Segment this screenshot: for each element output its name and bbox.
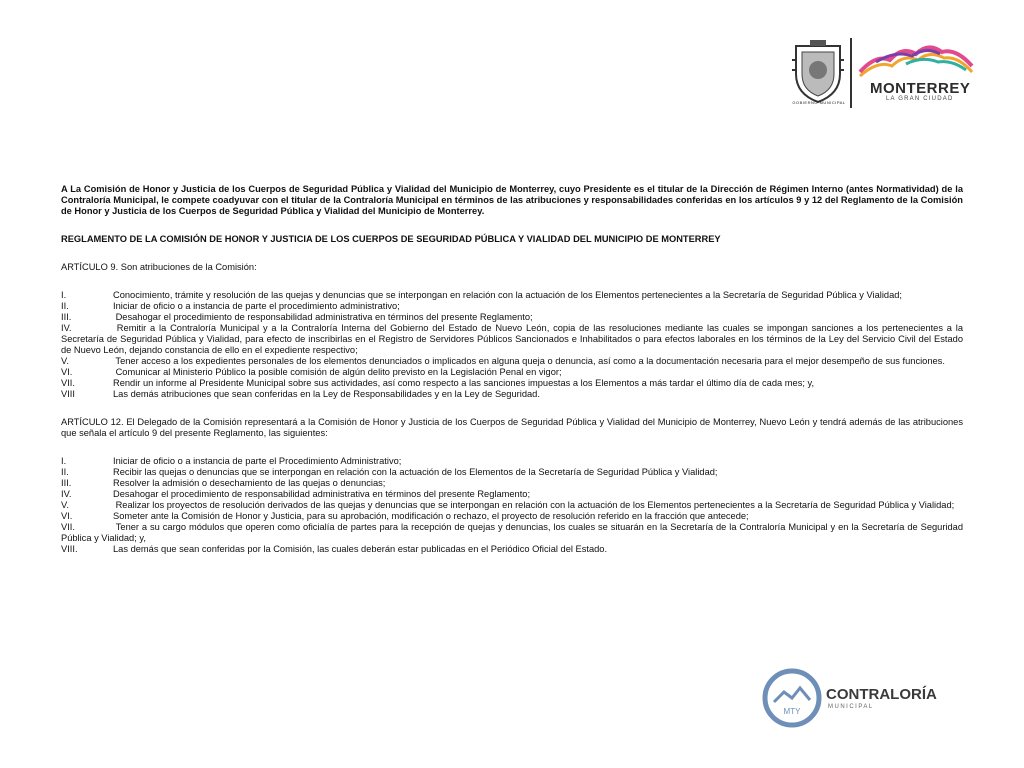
article-12-item: IV. Desahogar el procedimiento de responsabilidad administrativa en términos del presente Reglamento; (61, 489, 531, 499)
article-9-item: I. Conocimiento, trámite y resolución de las quejas y denuncias que se interpongan en relación con la actuación de los Elementos pertenecientes a la Secretaría de Seguridad Pública y Vialidad; (61, 290, 902, 300)
municipal-shield-icon (790, 40, 846, 104)
article-9-heading: ARTÍCULO 9. Son atribuciones de la Comisión: (61, 262, 257, 272)
article-12-item: II. Recibir las quejas o denuncias que se interpongan en relación con la actuación de los Elementos de la Secretaría de Seguridad Pública y Vialidad; (61, 467, 718, 477)
monterrey-wordmark: MONTERREY (870, 80, 971, 97)
article-9-item: IV. Remitir a la Contraloría Municipal y a la Contraloría Interna del Gobierno del Estado de Nuevo León, copia de las resoluciones mediante las cuales se impongan sanciones a los pertenecientes a la Secretaría de Seguridad Pública y Vialidad, para efecto de inscribirlas en el Registro de Servidores Públicos Sancionados e Inhabilitados o para efectos laborales en los términos de la Ley del Servicio Civil del Estado de Nuevo León, dejando constancia de ello en el expediente respectivo; (61, 323, 963, 355)
article-9-item: II. Iniciar de oficio o a instancia de parte el procedimiento administrativo; (61, 301, 400, 311)
article-9-item: III. Desahogar el procedimiento de responsabilidad administrativa en términos del presente Reglamento; (61, 312, 533, 322)
document-body (61, 184, 963, 555)
intro-paragraph: A La Comisión de Honor y Justicia de los Cuerpos de Seguridad Pública y Vialidad del Municipio de Monterrey, cuyo Presidente es el titular de la Dirección de Régimen Interno (antes Normatividad) de la Contraloría Municipal, le compete coadyuvar con el titular de la Contraloría Municipal en términos de las atribuciones y responsabilidades conferidas en los artículos 9 y 12 del Reglamento de la Comisión de Honor y Justicia de los Cuerpos de Seguridad Pública y Vialidad del Municipio de Monterrey. (61, 184, 963, 216)
contraloria-emblem-icon (762, 668, 822, 728)
monterrey-mountains-icon (856, 40, 976, 80)
article-12-item: V. Realizar los proyectos de resolución derivados de las quejas y denuncias que se interpongan en relación con la actuación de los Elementos pertenecientes a la Secretaría de Seguridad Pública y Vialidad; (61, 500, 955, 510)
article-12-item: VII. Tener a su cargo módulos que operen como oficialía de partes para la recepción de quejas y denuncias, los cuales se situarán en la Secretaría de la Contraloría Municipal y en la Secretaría de Seguridad Pública y Vialidad; y, (61, 522, 963, 543)
contraloria-logo (762, 668, 972, 732)
article-12-item: I. Iniciar de oficio o a instancia de parte el Procedimiento Administrativo; (61, 456, 402, 466)
article-12-item: III. Resolver la admisión o desechamiento de las quejas o denuncias; (61, 478, 386, 488)
header-logos (790, 38, 990, 110)
contraloria-subtitle: MUNICIPAL (828, 704, 874, 710)
emblem-label: MTY (783, 707, 801, 716)
article-12-item: VI. Someter ante la Comisión de Honor y Justicia, para su aprobación, modificación o rechazo, el proyecto de resolución referido en la fracción que antecede; (61, 511, 749, 521)
municipal-caption: GOBIERNO MUNICIPAL (792, 100, 846, 105)
article-9-item: VII. Rendir un informe al Presidente Municipal sobre sus actividades, así como respecto a las sanciones impuestas a los Elementos a más tardar el último día de cada mes; y, (61, 378, 815, 388)
article-9-item: VIII Las demás atribuciones que sean conferidas en la Ley de Responsabilidades y en la Ley de Seguridad. (61, 389, 540, 399)
reglamento-title: REGLAMENTO DE LA COMISIÓN DE HONOR Y JUSTICIA DE LOS CUERPOS DE SEGURIDAD PÚBLICA Y VIALIDAD DEL MUNICIPIO DE MONTERREY (61, 234, 721, 244)
article-9-item: V. Tener acceso a los expedientes personales de los elementos denunciados o implicados en alguna queja o denuncia, así como a la documentación necesaria para el mejor desempeño de sus funciones. (61, 356, 945, 366)
article-12-item: VIII. Las demás que sean conferidas por la Comisión, las cuales deberán estar publicadas en el Periódico Oficial del Estado. (61, 544, 608, 554)
contraloria-wordmark: CONTRALORÍA (826, 686, 937, 703)
header-divider (850, 38, 852, 108)
article-12-heading: ARTÍCULO 12. El Delegado de la Comisión representará a la Comisión de Honor y Justicia de los Cuerpos de Seguridad Pública y Vialidad del Municipio de Monterrey, Nuevo León y tendrá además de las atribuciones que señala el artículo 9 del presente Reglamento, las siguientes: (61, 417, 963, 438)
monterrey-tagline: LA GRAN CIUDAD (886, 96, 954, 102)
article-9-item: VI. Comunicar al Ministerio Público la posible comisión de algún delito previsto en la Legislación Penal en vigor; (61, 367, 562, 377)
